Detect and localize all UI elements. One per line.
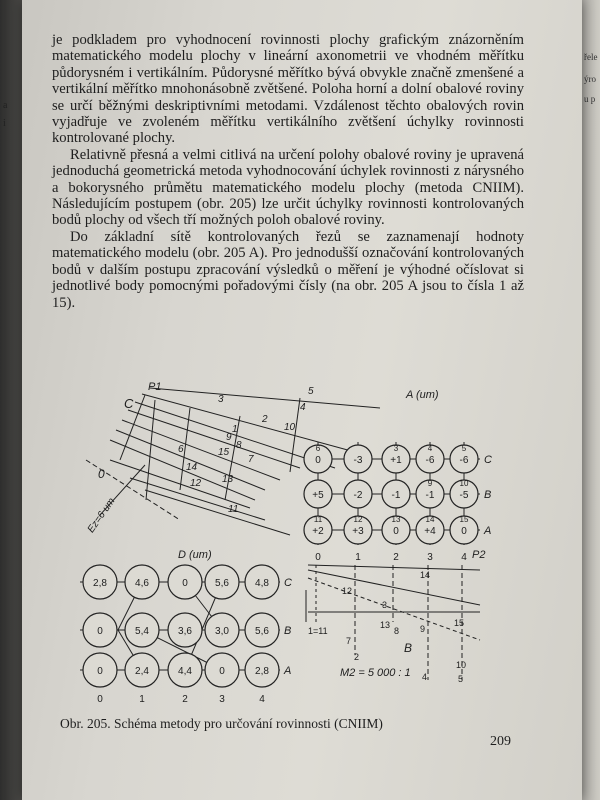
paragraph-3: Do základní sítě kontrolovaných řezů se zaznamenají hodnoty matematického modelu (obr. 205 A). Pro jednodušší označování kontrolovaných bodů v dalším postupu zpracování výsledků o měření je výhodné očíslovat si jednotlivé body pomocnými pořadovými čísly (na obr. 205 A jsou to čísla 1 až 15).	[52, 228, 524, 311]
axon-number: 14	[186, 462, 198, 473]
grid-a-col-label: 1	[355, 552, 361, 563]
grid-a-col-label: 3	[427, 552, 433, 563]
grid-d-title: D (um)	[178, 549, 212, 561]
grid-d-col-label: 1	[139, 694, 145, 705]
axon-number: 4	[300, 402, 306, 413]
grid-a-point-number: 4	[427, 444, 433, 453]
axon-number: 11	[228, 504, 239, 515]
side-number: 1=11	[308, 626, 328, 636]
grid-cell-value: 0	[219, 666, 225, 677]
grid-cell-value: +1	[390, 455, 402, 466]
side-number: 2	[354, 652, 360, 662]
previous-page-fragment: i	[3, 118, 6, 129]
side-number: 15	[454, 618, 465, 628]
grid-d-row-label: C	[284, 577, 292, 589]
grid-d-col-label: 2	[182, 694, 188, 705]
grid-cell-value: 5,4	[135, 626, 149, 637]
body-text	[52, 32, 524, 311]
side-number: 14	[420, 570, 431, 580]
grid-cell-value: 3,6	[178, 626, 192, 637]
side-number: 8	[394, 626, 400, 636]
grid-d-col-label: 0	[97, 694, 103, 705]
side-line-p2	[308, 565, 480, 570]
grid-cell-value: -1	[425, 490, 435, 501]
paragraph-1: je podkladem pro vyhodnocení rovinnosti plochy grafickým znázorněním matematického modelu plochy v lineární axonometrii ve vhodném měřítku půdorysném i vertikálním. Půdorysné měřítko bývá obvykle značně zmenšené a vertikální měřítko mnohonásobně zvětšené. Poloha horní a dolní obalové roviny se určí běžnými deskriptivními metodami. Vzdálenost těchto obalových rovin vyjadřuje ve zvoleném měřítku vertikálního zvětšení úchylky rovinnosti kontrolované plochy.	[52, 32, 524, 147]
paragraph-2: Relativně přesná a velmi citlivá na určení polohy obalové roviny je upravená jednoduchá geometrická metoda vyhodnocování úchylek rovinnosti z nárysného a bokorysného průmětu matematického modelu plochy (metoda CNIIM). Následujícím postupem (obr. 205) lze určit úchylky rovinnosti kontrolovaných bodů plochy od všech tří možných poloh obalové roviny.	[52, 146, 524, 229]
grid-cell-value: 0	[182, 578, 188, 589]
grid-d-col-label: 4	[259, 694, 265, 705]
axon-number: 8	[236, 440, 242, 451]
side-number: 10	[456, 660, 467, 670]
grid-cell-value: 0	[315, 455, 321, 466]
grid-cell-value: +2	[312, 526, 324, 537]
side-number: 3	[382, 600, 388, 610]
grid-a-point-number: 5	[461, 444, 467, 453]
side-number: 7	[346, 636, 352, 646]
side-number: 4	[422, 672, 428, 682]
grid-d-row-label: B	[284, 625, 292, 637]
side-label-p2: P2	[472, 549, 486, 561]
grid-cell-value: -6	[459, 455, 469, 466]
grid-d-col-label: 3	[219, 694, 225, 705]
grid-cell-value: 0	[461, 526, 467, 537]
grid-cell-value: +5	[312, 490, 324, 501]
grid-cell-value: 3,0	[215, 626, 229, 637]
grid-a-point-number: 12	[353, 515, 363, 524]
grid-a-col-label: 4	[461, 552, 467, 563]
grid-cell-value: 2,8	[255, 666, 269, 677]
grid-cell-value: -1	[391, 490, 401, 501]
grid-cell-value: 4,8	[255, 578, 269, 589]
grid-cell-value: 0	[97, 666, 103, 677]
previous-page-fragment: a	[3, 100, 8, 111]
axon-label-c: C	[124, 396, 134, 411]
grid-cell-value: -5	[459, 490, 469, 501]
grid-a-point-number: 9	[427, 479, 433, 488]
grid-a-row-label: A	[484, 525, 492, 537]
previous-page-edge	[0, 0, 22, 800]
side-number: 12	[342, 586, 353, 596]
grid-cell-value: -2	[353, 490, 363, 501]
side-label-b: B	[404, 641, 413, 655]
grid-d-row-label: A	[284, 665, 292, 677]
axon-label-zero: 0	[98, 467, 105, 481]
axon-label-p1: P1	[148, 381, 162, 393]
grid-a-point-number: 14	[425, 515, 435, 524]
side-number: 5	[458, 674, 464, 684]
axon-number: 12	[190, 478, 202, 489]
grid-cell-value: 2,4	[135, 666, 149, 677]
grid-a-point-number: 11	[313, 515, 323, 524]
grid-a-col-label: 2	[393, 552, 399, 563]
grid-cell-value: -3	[353, 455, 363, 466]
grid-a-col-label: 0	[315, 552, 321, 563]
next-page-fragment: ýro	[584, 74, 596, 84]
side-scale-label: M2 = 5 000 : 1	[340, 667, 411, 679]
axon-number: 7	[248, 454, 254, 465]
axon-number: 9	[226, 432, 232, 443]
grid-cell-value: 5,6	[215, 578, 229, 589]
grid-cell-value: 4,6	[135, 578, 149, 589]
side-number: 9	[420, 624, 426, 634]
grid-a-point-number: 15	[459, 515, 469, 524]
figure-205	[50, 360, 510, 710]
grid-a-row-label: C	[484, 454, 492, 466]
grid-a-title: A (um)	[406, 389, 439, 401]
axon-number: 5	[308, 386, 314, 397]
grid-cell-value: +4	[424, 526, 436, 537]
grid-cell-value: -6	[425, 455, 435, 466]
grid-a-point-number: 10	[459, 479, 469, 488]
figure-caption: Obr. 205. Schéma metody pro určování rovinnosti (CNIIM)	[60, 716, 383, 731]
axon-line	[122, 420, 280, 480]
grid-cell-value: 0	[393, 526, 399, 537]
grid-a-point-number: 3	[393, 444, 399, 453]
axon-number: 3	[218, 394, 224, 405]
axon-number: 2	[262, 414, 268, 425]
page-number: 209	[490, 734, 511, 749]
axon-number: 6	[178, 444, 184, 455]
next-page-fragment: u p	[584, 94, 596, 104]
grid-cell-value: +3	[352, 526, 364, 537]
grid-cell-value: 5,6	[255, 626, 269, 637]
axon-number: 13	[222, 474, 234, 485]
grid-cell-value: 2,8	[93, 578, 107, 589]
axon-number: 1	[232, 424, 238, 435]
axon-number: 10	[284, 422, 296, 433]
side-line	[308, 570, 480, 605]
side-number: 13	[380, 620, 391, 630]
grid-cell-value: 4,4	[178, 666, 192, 677]
axon-scale-label: Ez=6 um	[85, 496, 118, 535]
axon-line	[150, 388, 380, 408]
grid-a-point-number: 13	[391, 515, 401, 524]
grid-a-point-number: 6	[315, 444, 321, 453]
axon-number: 15	[218, 447, 230, 458]
grid-cell-value: 0	[97, 626, 103, 637]
grid-a-row-label: B	[484, 489, 492, 501]
next-page-fragment: řele	[584, 52, 598, 62]
